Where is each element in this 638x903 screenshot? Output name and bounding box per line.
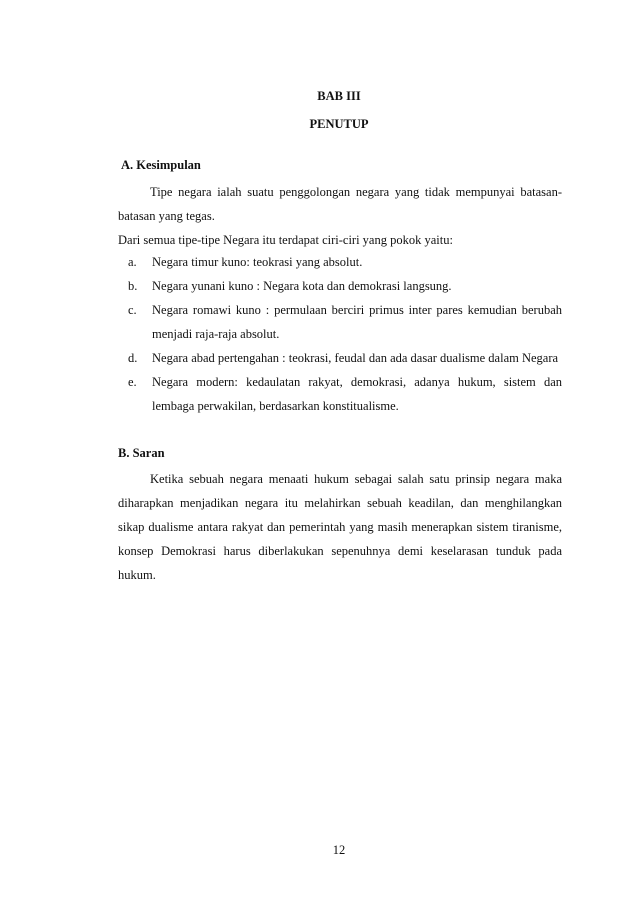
list-item <box>128 298 562 346</box>
section-a-heading: A. Kesimpulan <box>121 158 201 172</box>
list-item <box>128 274 562 298</box>
section-b-paragraph-1 <box>118 467 562 587</box>
chapter-number: BAB III <box>317 89 361 103</box>
list-marker: d. <box>128 351 138 365</box>
list-item-text: Negara romawi kuno : permulaan berciri primus inter pares kemudian berubah menjadi raja-raja absolut. <box>152 303 562 341</box>
section-a-paragraph-2: Dari semua tipe-tipe Negara itu terdapat ciri-ciri yang pokok yaitu: <box>118 233 453 247</box>
list-marker: a. <box>128 255 137 269</box>
section-a-paragraph-1 <box>118 180 562 228</box>
list-item-text: Negara yunani kuno : Negara kota dan demokrasi langsung. <box>152 279 452 293</box>
characteristics-list <box>128 250 562 418</box>
chapter-title: PENUTUP <box>309 117 369 131</box>
section-b-heading: B. Saran <box>118 446 165 460</box>
list-marker: b. <box>128 279 138 293</box>
list-item <box>128 370 562 418</box>
list-marker: c. <box>128 303 137 317</box>
page-number: 12 <box>332 843 346 857</box>
list-item <box>128 250 562 274</box>
list-marker: e. <box>128 375 137 389</box>
paragraph-text: Tipe negara ialah suatu penggolongan negara yang tidak mempunyai batasan-batasan yang tegas. <box>118 185 562 223</box>
list-item-text: Negara modern: kedaulatan rakyat, demokrasi, adanya hukum, sistem dan lembaga perwakilan, berdasarkan konstitualisme. <box>152 375 562 413</box>
list-item-text: Negara timur kuno: teokrasi yang absolut. <box>152 255 363 269</box>
paragraph-text: Ketika sebuah negara menaati hukum sebagai salah satu prinsip negara maka diharapkan menjadikan negara itu melahirkan sebuah keadilan, dan menghilangkan sikap dualisme antara rakyat dan pemerintah yang masih menerapkan sistem tiranisme, konsep Demokrasi harus diberlakukan sepenuhnya demi keselarasan tunduk pada hukum. <box>118 472 562 582</box>
list-item <box>128 346 562 370</box>
list-item-text: Negara abad pertengahan : teokrasi, feudal dan ada dasar dualisme dalam Negara <box>152 351 559 365</box>
